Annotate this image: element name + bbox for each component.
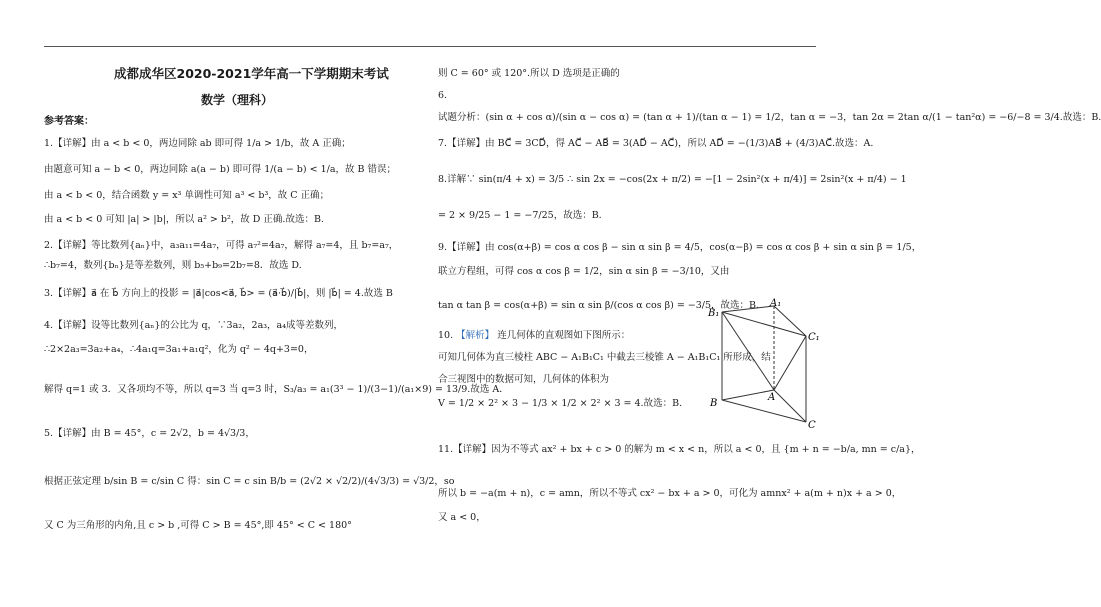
answer-line: = 2 × 9/25 − 1 = −7/25，故选：B.: [438, 210, 602, 221]
answer-line: 由 a < b < 0 可知 |a| > |b|，所以 a² > b²，故 D 正确.故选：B.: [44, 214, 324, 225]
answer-line: 又 a < 0，: [438, 512, 486, 523]
answer-line: [438, 330, 630, 342]
answer-line: ∴b₇=4，数列{bₙ}是等差数列，则 b₅+b₉=2b₇=8．故选 D.: [44, 260, 302, 271]
analysis-tag: 【解析】: [456, 330, 495, 341]
answers-heading: 参考答案：: [44, 116, 94, 127]
answer-line: 8.详解∵ sin(π/4 + x) = 3/5 ∴ sin 2x = −cos(2x + π/2) = −[1 − 2sin²(x + π/4)] = 2sin²(x + π/4) − 1: [438, 174, 907, 185]
header-rule: [44, 46, 816, 47]
edge-b-c: [722, 400, 806, 422]
answer-line: 根据正弦定理 b/sin B = c/sin C 得：sin C = c sin B/b = (2√2 × √2/2)/(4√3/3) = √3/2，so: [44, 476, 455, 487]
analysis-text: 连几何体的直观图如下图所示：: [497, 330, 631, 341]
answer-line: 合三视图中的数据可知，几何体的体积为: [438, 374, 610, 385]
answer-line: 由 a < b < 0，结合函数 y = x³ 单调性可知 a³ < b³，故 C 正确；: [44, 190, 330, 201]
label-a: A: [768, 392, 776, 403]
doc-title: 成都成华区2020-2021学年高一下学期期末考试: [114, 66, 389, 81]
answer-line: 11.【详解】因为不等式 ax² + bx + c > 0 的解为 m < x < n，所以 a < 0，且 {m + n = −b/a, mn = c/a}，: [438, 444, 921, 455]
answer-line: V = 1/2 × 2² × 3 − 1/3 × 1/2 × 2² × 3 = 4.故选：B.: [438, 398, 683, 409]
edge-a-c: [774, 390, 806, 422]
answer-line: 可知几何体为直三棱柱 ABC − A₁B₁C₁ 中截去三棱锥 A − A₁B₁C₁ 所形成，结: [438, 352, 771, 363]
edge-b-a: [722, 390, 774, 400]
answer-line: 3.【详解】a⃗ 在 b⃗ 方向上的投影 = |a⃗|cos<a⃗, b⃗> = (a⃗·b⃗)/|b⃗|，则 |b⃗| = 4.故选 B: [44, 288, 393, 299]
answer-line: 所以 b = −a(m + n)，c = amn，所以不等式 cx² − bx + a > 0，可化为 amnx² + a(m + n)x + a > 0，: [438, 488, 902, 499]
answer-line: 2.【详解】等比数列{aₙ}中，a₃a₁₁=4a₇，可得 a₇²=4a₇，解得 a₇=4，且 b₇=a₇，: [44, 240, 399, 251]
answer-line: 又 C 为三角形的内角,且 c > b ,可得 C > B = 45°,即 45° < C < 180°: [44, 520, 352, 531]
edge-b1-a1: [722, 306, 774, 312]
answer-line: 1.【详解】由 a < b < 0，两边同除 ab 即可得 1/a > 1/b，故 A 正确；: [44, 138, 351, 149]
answer-line: 解得 q=1 或 3．又各项均不等，所以 q=3 当 q=3 时，S₃/a₃ = a₁(3³ − 1)/(3−1)/(a₁×9) = 13/9.故选 A．: [44, 384, 509, 395]
answer-line: 4.【详解】设等比数列{aₙ}的公比为 q，∵3a₂，2a₃，a₄成等差数列，: [44, 320, 344, 331]
answer-line: 5.【详解】由 B = 45°，c = 2√2，b = 4√3/3，: [44, 428, 255, 439]
label-b1: B₁: [708, 308, 720, 319]
label-c: C: [808, 420, 816, 431]
answer-line: 则 C = 60° 或 120°.所以 D 选项是正确的: [438, 68, 620, 79]
edge-c1-a: [774, 336, 806, 390]
answer-line: 联立方程组，可得 cos α cos β = 1/2，sin α sin β = −3/10，又由: [438, 266, 730, 277]
doc-subtitle: 数学（理科）: [201, 93, 274, 107]
label-b: B: [710, 398, 718, 409]
answer-line: ∴2×2a₃=3a₂+a₄，∴4a₁q=3a₁+a₁q²，化为 q² − 4q+3=0，: [44, 344, 314, 355]
answer-line: 9.【详解】由 cos(α+β) = cos α cos β − sin α sin β = 4/5，cos(α−β) = cos α cos β + sin α sin β = 1/5，: [438, 242, 922, 253]
answer-line: 6.: [438, 90, 448, 101]
label-c1: C₁: [808, 332, 820, 343]
prism-figure: [708, 300, 820, 434]
answer-line: tan α tan β = cos(α+β) = sin α sin β/(cos α cos β) = −3/5，故选：B.: [438, 300, 760, 311]
label-a1: A₁: [770, 298, 782, 309]
answer-line: 7.【详解】由 BC⃗ = 3CD⃗，得 AC⃗ − AB⃗ = 3(AD⃗ − AC⃗)，所以 AD⃗ = −(1/3)AB⃗ + (4/3)AC⃗.故选：A.: [438, 138, 874, 149]
answer-line: 由题意可知 a − b < 0，两边同除 a(a − b) 即可得 1/(a − b) < 1/a，故 B 错误；: [44, 164, 397, 175]
answer-line: 试题分析：(sin α + cos α)/(sin α − cos α) = (tan α + 1)/(tan α − 1) = 1/2，tan α = −3，tan 2α = 2tan α/(1 − tan²α) = −6/−8 = 3/4.故选：B.: [438, 112, 1101, 123]
question-number: 10.: [438, 330, 454, 341]
edge-b1-a: [722, 312, 774, 390]
